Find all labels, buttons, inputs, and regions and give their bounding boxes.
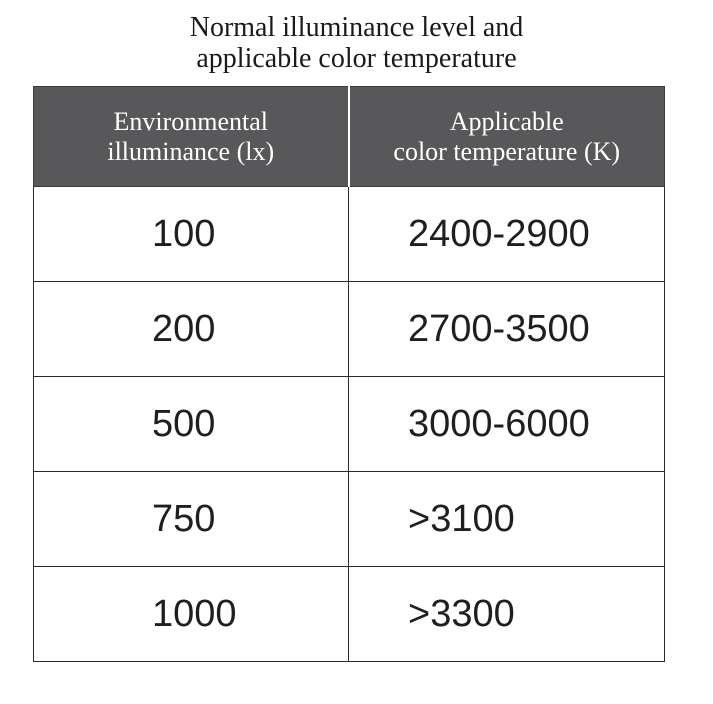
illuminance-cell: 750 xyxy=(34,472,349,567)
illuminance-cell: 1000 xyxy=(34,567,349,662)
header-color-temperature xyxy=(349,87,665,187)
header-illuminance xyxy=(34,87,349,187)
header-illuminance-line-2: illuminance (lx) xyxy=(107,136,275,166)
table-header-row xyxy=(34,87,665,187)
color-temperature-cell: >3300 xyxy=(349,567,665,662)
color-temperature-cell: 2700-3500 xyxy=(349,282,665,377)
header-color-temperature-line-1: Applicable xyxy=(449,106,564,136)
color-temperature-cell: >3100 xyxy=(349,472,665,567)
table-row xyxy=(34,472,665,567)
illuminance-cell: 100 xyxy=(34,187,349,282)
title-line-2: applicable color temperature xyxy=(196,43,517,74)
color-temperature-cell: 3000-6000 xyxy=(349,377,665,472)
header-illuminance-line-1: Environmental xyxy=(113,106,268,136)
table-row xyxy=(34,567,665,662)
table-row xyxy=(34,187,665,282)
title-line-1: Normal illuminance level and xyxy=(189,12,524,43)
illuminance-cell: 500 xyxy=(34,377,349,472)
color-temperature-cell: 2400-2900 xyxy=(349,187,665,282)
header-color-temperature-line-2: color temperature (K) xyxy=(393,136,621,166)
page-title xyxy=(0,12,713,74)
table-row xyxy=(34,377,665,472)
illuminance-table xyxy=(33,86,665,662)
table-row xyxy=(34,282,665,377)
illuminance-cell: 200 xyxy=(34,282,349,377)
